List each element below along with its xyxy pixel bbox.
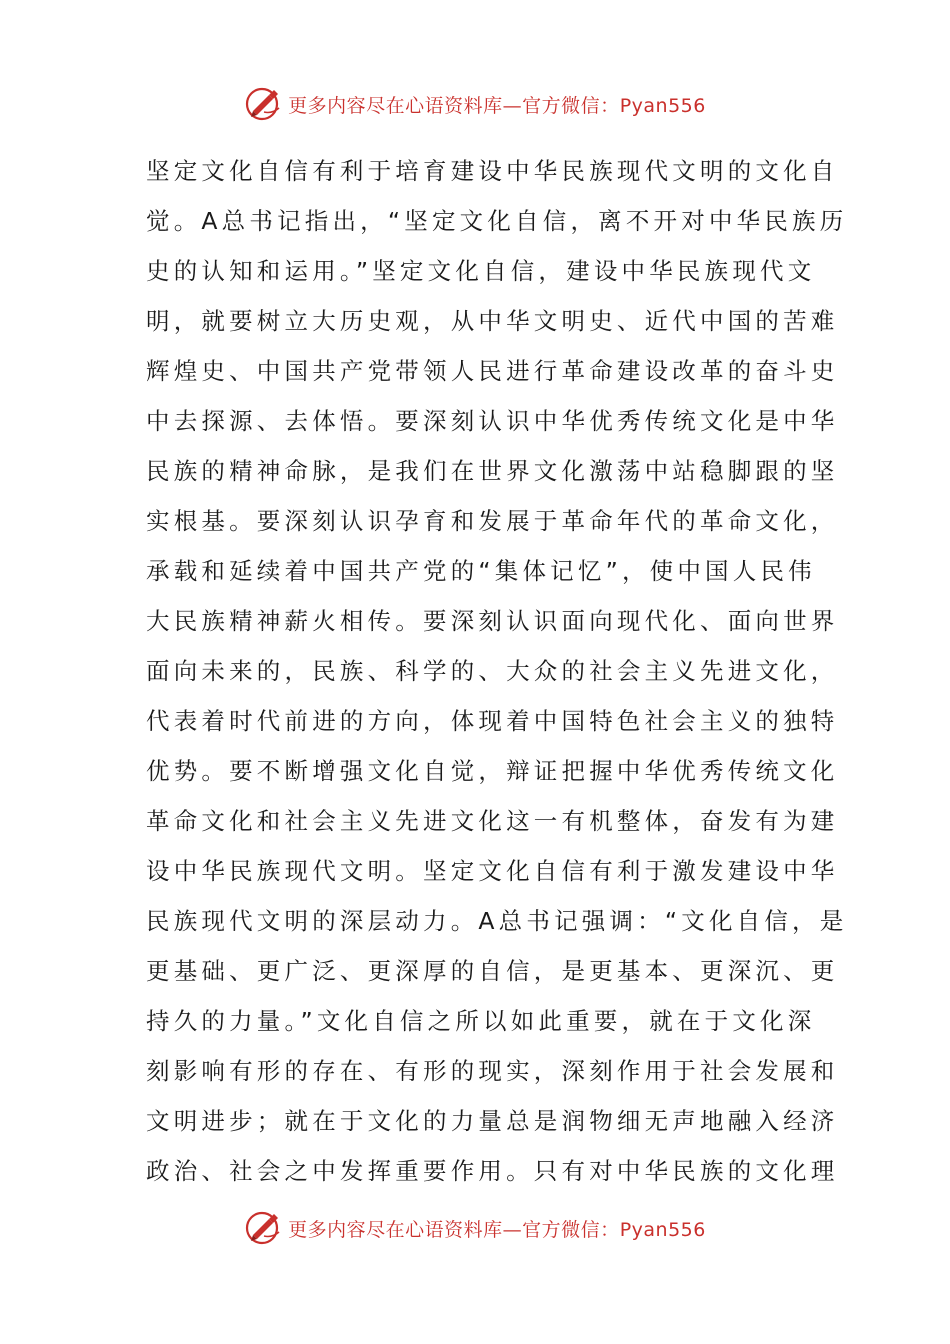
- document-body: [146, 146, 848, 1196]
- text-line: 史的认知和运用。”坚定文化自信，建设中华民族现代文: [146, 257, 816, 285]
- text-line: 设中华民族现代文明。坚定文化自信有利于激发建设中华: [146, 857, 839, 885]
- footer-banner-text: [288, 1215, 706, 1242]
- text-line: 代表着时代前进的方向，体现着中国特色社会主义的独特: [146, 707, 839, 735]
- text-line: 持久的力量。”文化自信之所以如此重要，就在于文化深: [146, 1007, 816, 1035]
- header-banner-text: [288, 91, 706, 118]
- text-line: 觉。A总书记指出，“坚定文化自信，离不开对中华民族历: [146, 207, 848, 235]
- footer-banner-dash: —: [502, 1218, 523, 1241]
- footer-banner-label: 更多内容尽在心语资料库: [288, 1218, 503, 1241]
- footer-wechat-id: Pyan556: [619, 1218, 706, 1241]
- text-line: 承载和延续着中国共产党的“集体记忆”，使中国人民伟: [146, 557, 816, 585]
- header-banner: [0, 84, 950, 124]
- text-line: 更基础、更广泛、更深厚的自信，是更基本、更深沉、更: [146, 957, 839, 985]
- header-wechat-id: Pyan556: [619, 94, 706, 117]
- footer-banner: [0, 1208, 950, 1248]
- text-line: 明，就要树立大历史观，从中华文明史、近代中国的苦难: [146, 307, 839, 335]
- header-banner-label: 更多内容尽在心语资料库: [288, 94, 503, 117]
- text-line: 坚定文化自信有利于培育建设中华民族现代文明的文化自: [146, 157, 839, 185]
- text-line: 优势。要不断增强文化自觉，辩证把握中华优秀传统文化: [146, 757, 839, 785]
- footer-wechat-label: 官方微信：: [522, 1218, 620, 1241]
- text-line: 民族的精神命脉，是我们在世界文化激荡中站稳脚跟的坚: [146, 457, 839, 485]
- text-line: 实根基。要深刻认识孕育和发展于革命年代的革命文化，: [146, 507, 839, 535]
- text-line: 刻影响有形的存在、有形的现实，深刻作用于社会发展和: [146, 1057, 839, 1085]
- text-line: 中去探源、去体悟。要深刻认识中华优秀传统文化是中华: [146, 407, 839, 435]
- text-line: 大民族精神薪火相传。要深刻认识面向现代化、面向世界: [146, 607, 839, 635]
- text-line: 文明进步；就在于文化的力量总是润物细无声地融入经济: [146, 1107, 839, 1135]
- text-line: 辉煌史、中国共产党带领人民进行革命建设改革的奋斗史: [146, 357, 839, 385]
- pen-logo-icon: [244, 1208, 284, 1248]
- text-line: 民族现代文明的深层动力。A总书记强调：“文化自信，是: [146, 907, 848, 935]
- text-line: 面向未来的，民族、科学的、大众的社会主义先进文化，: [146, 657, 839, 685]
- pen-logo-icon: [244, 84, 284, 124]
- header-wechat-label: 官方微信：: [522, 94, 620, 117]
- text-line: 革命文化和社会主义先进文化这一有机整体，奋发有为建: [146, 807, 839, 835]
- header-banner-dash: —: [502, 94, 523, 117]
- text-line: 政治、社会之中发挥重要作用。只有对中华民族的文化理: [146, 1157, 839, 1185]
